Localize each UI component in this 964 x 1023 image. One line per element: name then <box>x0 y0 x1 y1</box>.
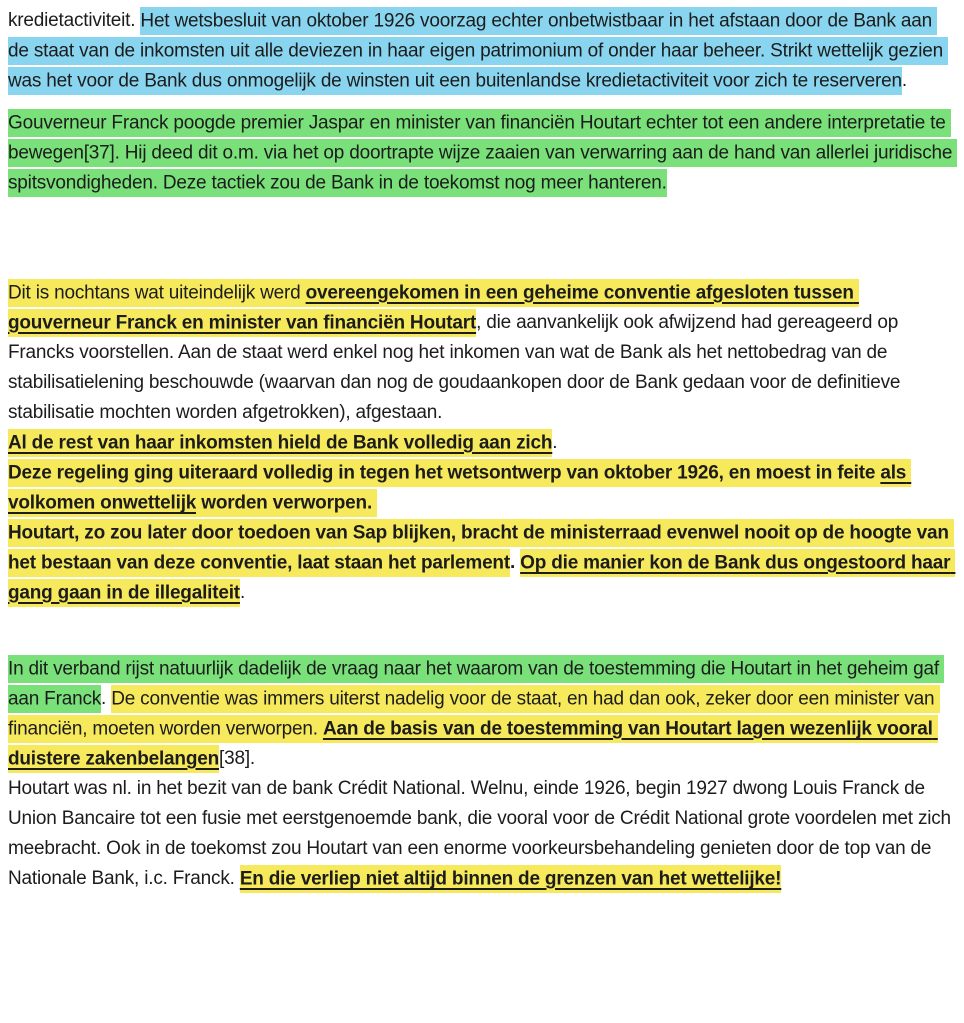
text-run: . <box>552 432 558 453</box>
text-run: [38]. <box>219 748 255 769</box>
highlighted-text-run: In dit verband rijst natuurlijk dadelijk de vraag naar het waarom van de toestemming die Houtart in het geheim gaf aan Franck <box>8 655 944 713</box>
highlighted-text-run: Dit is nochtans wat uiteindelijk werd <box>8 279 306 307</box>
text-run: Houtart was nl. in het bezit van de bank Crédit National. Welnu, einde 1926, begin 1927 dwong Louis Franck de Union Bancaire tot een fusie met eerstgenoemde bank, die vooral voor de Crédit National grote voordelen met zich meebracht. Ook in de toekomst zou Houtart van een enorme voorkeursbehandeling genieten door de top van de Nationale Bank, i.c. Franck. <box>8 778 957 889</box>
highlighted-text-run: Het wetsbesluit van oktober 1926 voorzag echter onbetwistbaar in het afstaan door de Bank aan de staat van de inkomsten uit alle deviezen in haar eigen patrimonium of onder haar beheer. Strikt wettelijk gezien was het voor de Bank dus onmogelijk de winsten uit een buitenlandse kredietactiviteit voor zich te reserveren <box>8 7 948 95</box>
paragraph <box>8 654 956 894</box>
text-run: . <box>901 70 907 91</box>
blank-line <box>8 244 956 278</box>
text-run: . <box>239 582 246 603</box>
highlighted-text-run: Aan de basis van de toestemming van Houtart lagen wezenlijk vooral duistere zakenbelangen <box>8 715 938 773</box>
paragraph <box>8 6 956 96</box>
highlighted-text-run: En die verliep niet altijd binnen de grenzen van het wettelijke! <box>240 865 781 893</box>
highlighted-text-run: worden verworpen. <box>196 489 377 517</box>
highlighted-text-run: overeengekomen in een geheime conventie afgesloten tussen gouverneur Franck en minister van financiën Houtart <box>8 279 859 337</box>
paragraph <box>8 108 956 198</box>
highlighted-text-run: De conventie was immers uiterst nadelig voor de staat, en had dan ook, zeker door een minister van financiën, moeten worden verworpen. <box>8 685 940 743</box>
highlighted-text-run: als volkomen onwettelijk <box>8 459 911 517</box>
text-run: kredietactiviteit. <box>8 10 141 31</box>
highlighted-text-run: Gouverneur Franck poogde premier Jaspar en minister van financiën Houtart echter tot een andere interpretatie te bewegen[37]. Hij deed dit o.m. via het op doortrapte wijze zaaien van verwarring aan de hand van allerlei juridische spitsvondigheden. Deze tactiek zou de Bank in de toekomst nog meer hanteren. <box>8 109 957 197</box>
highlighted-text-run: Al de rest van haar inkomsten hield de Bank volledig aan zich <box>8 429 552 457</box>
blank-line <box>8 210 956 244</box>
text-run: . <box>509 552 521 573</box>
highlighted-text-run: Houtart, zo zou later door toedoen van Sap blijken, bracht de ministerraad evenwel nooit op de hoogte van het bestaan van deze conventie, laat staan het parlement <box>8 519 954 577</box>
blank-line <box>8 620 956 654</box>
highlighted-text-run: Deze regeling ging uiteraard volledig in tegen het wetsontwerp van oktober 1926, en moest in feite <box>8 459 880 487</box>
highlighted-text-run: Op die manier kon de Bank dus ongestoord haar gang gaan in de illegaliteit <box>8 549 955 607</box>
paragraph <box>8 278 956 608</box>
text-run: , die aanvankelijk ook afwijzend had gereageerd op Francks voorstellen. Aan de staat werd enkel nog het inkomen van wat de Bank als het nettobedrag van de stabilisatielening beschouwde (waarvan dan nog de goudaankopen door de Bank gedaan voor de definitieve stabilisatie mochten worden afgetrokken), afgestaan. <box>8 312 906 423</box>
text-run: . <box>101 688 112 709</box>
